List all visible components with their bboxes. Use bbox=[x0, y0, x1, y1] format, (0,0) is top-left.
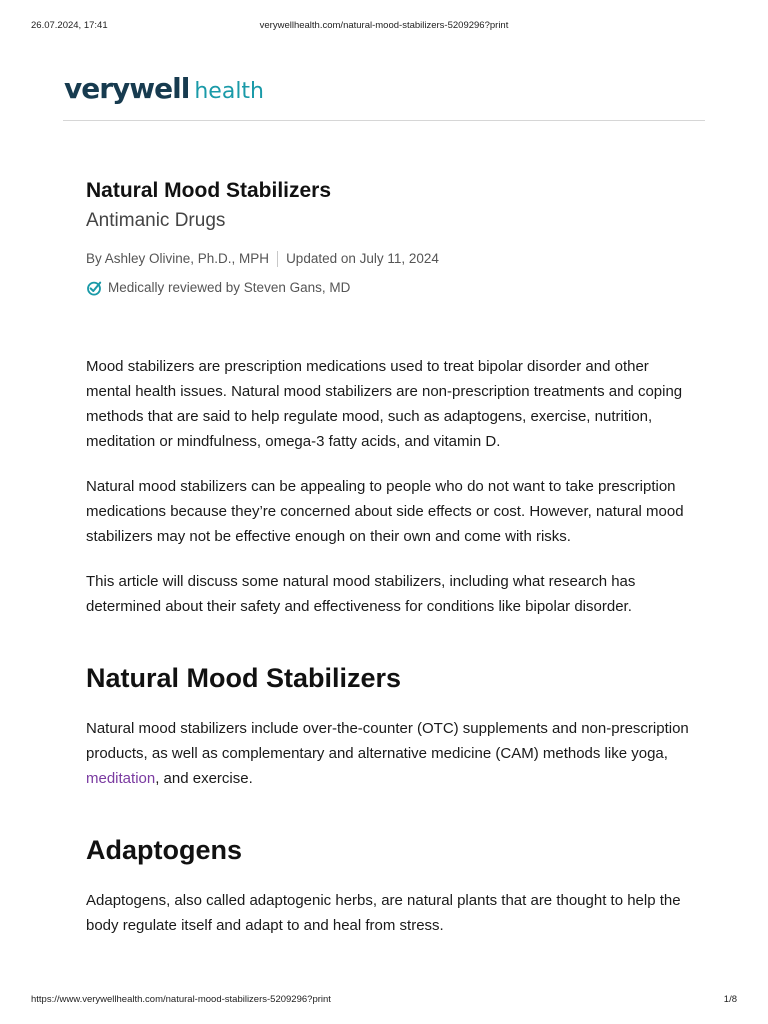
reviewer-text[interactable]: Medically reviewed by Steven Gans, MD bbox=[108, 280, 351, 295]
section1-text-after-link: , and exercise. bbox=[155, 770, 253, 787]
author-byline[interactable]: By Ashley Olivine, Ph.D., MPH bbox=[86, 251, 270, 266]
intro-paragraph-1: Mood stabilizers are prescription medications used to treat bipolar disorder and other mental health issues. Natural mood stabilizers are non-prescription treatments and coping methods that are said to help regulate mood, such as adaptogens, exercise, nutrition, meditation or mindfulness, omega-3 fatty acids, and vitamin D. bbox=[86, 358, 683, 450]
section1-text-before-link: Natural mood stabilizers include over-the-counter (OTC) supplements and non-prescription products, as well as complementary and alternative medicine (CAM) methods like yoga, bbox=[86, 720, 689, 762]
print-footer-page-number: 1/8 bbox=[723, 994, 737, 1005]
section-paragraph-adaptogens: Adaptogens, also called adaptogenic herbs, are natural plants that are thought to help the body regulate itself and adapt to and heal from stress. bbox=[86, 892, 681, 934]
intro-paragraph-3: This article will discuss some natural mood stabilizers, including what research has determined about their safety and effectiveness for conditions like bipolar disorder. bbox=[86, 573, 636, 615]
byline-divider bbox=[277, 251, 278, 267]
section-paragraph-natural-mood-stabilizers bbox=[86, 716, 696, 791]
check-badge-icon bbox=[86, 280, 102, 296]
print-footer-url: https://www.verywellhealth.com/natural-mood-stabilizers-5209296?print bbox=[31, 994, 331, 1005]
intro-paragraph-2: Natural mood stabilizers can be appealing to people who do not want to take prescription medications because they’re concerned about side effects or cost. However, natural mood stabilizers may not be effective enough on their own and come with risks. bbox=[86, 478, 684, 545]
article-title: Natural Mood Stabilizers bbox=[86, 179, 332, 202]
updated-date: Updated on July 11, 2024 bbox=[286, 251, 439, 266]
section-heading-adaptogens: Adaptogens bbox=[86, 835, 243, 865]
article-subtitle: Antimanic Drugs bbox=[86, 210, 226, 231]
print-header-date: 26.07.2024, 17:41 bbox=[31, 20, 108, 31]
medical-review bbox=[86, 279, 696, 297]
byline bbox=[86, 250, 696, 268]
header-divider bbox=[63, 120, 705, 121]
site-logo[interactable] bbox=[64, 72, 264, 105]
logo-sub: health bbox=[194, 79, 265, 104]
section-heading-natural-mood-stabilizers: Natural Mood Stabilizers bbox=[86, 663, 402, 693]
print-header-url: verywellhealth.com/natural-mood-stabilizers-5209296?print bbox=[259, 20, 509, 31]
article-content bbox=[86, 176, 696, 938]
meditation-link[interactable]: meditation bbox=[86, 770, 156, 787]
logo-brand: verywell bbox=[64, 72, 190, 105]
